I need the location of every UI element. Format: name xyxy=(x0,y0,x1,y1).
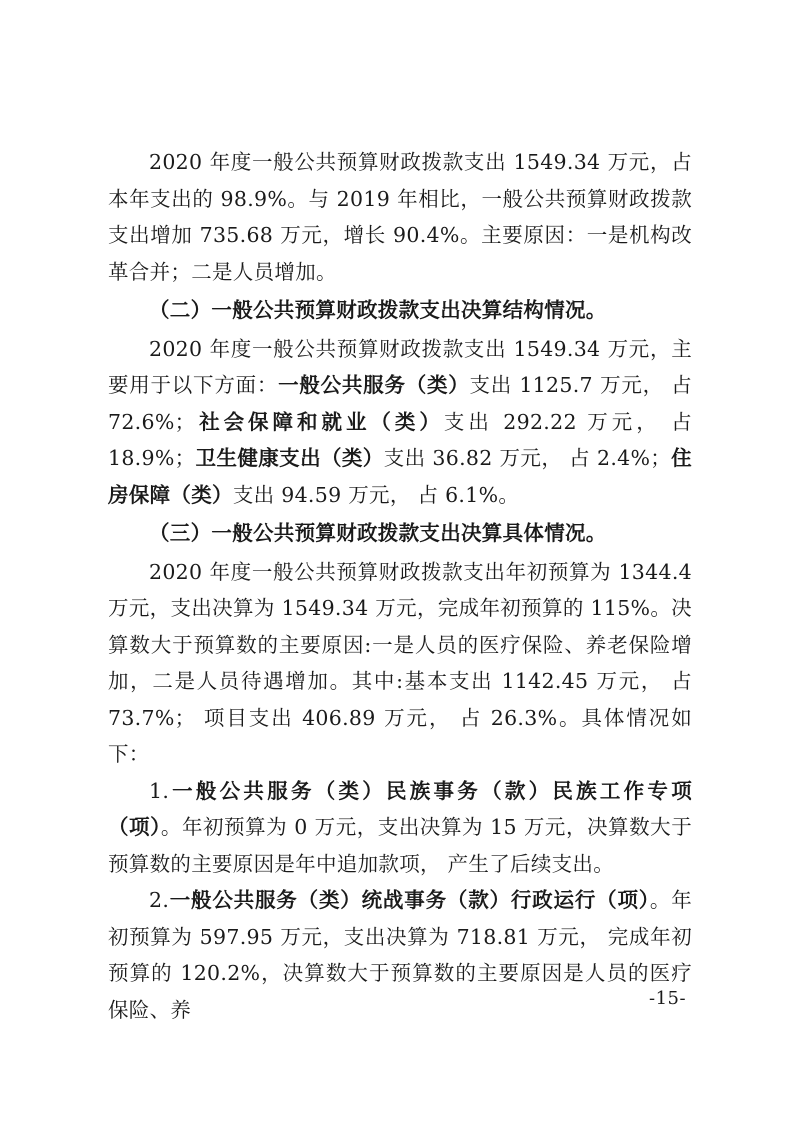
detail-item-2-body: 。年初预算为 597.95 万元，支出决算为 718.81 万元， 完成年初预算的 120.2%，决算数大于预算数的主要原因是人员的医疗保险、养 xyxy=(108,888,692,1022)
section-heading-details: （三）一般公共预算财政拨款支出决算具体情况。 xyxy=(149,521,607,545)
category-housing-value: 支出 94.59 万元， 占 6.1%。 xyxy=(232,482,520,507)
section-heading-structure: （二）一般公共预算财政拨款支出决算结构情况。 xyxy=(149,298,607,322)
category-social-security-value: 支出 292.22 万元， 占 18.9%； xyxy=(108,409,693,470)
detail-item-1-title: 一般公共服务（类）民族事务（款）民族工作专项（项） xyxy=(108,778,692,839)
category-health-value: 支出 36.82 万元， 占 2.4%； xyxy=(383,446,672,470)
paragraph-total-expenditure: 2020 年度一般公共预算财政拨款支出 1549.34 万元，占本年支出的 98.9%。与 2019 年相比，一般公共预算财政拨款支出增加 735.68 万元，增长 90.4%。主要原因：一是机构改革合并；二是人员增加。 xyxy=(108,150,692,284)
document-body xyxy=(108,144,692,1028)
category-general-public-services: 一般公共服务（类） xyxy=(278,373,470,397)
category-general-public-services-value: 支出 1125.7 万元， 占 72.6%； xyxy=(108,373,693,434)
detail-item-1-number: 1. xyxy=(149,778,170,803)
detail-item-1-body: 。年初预算为 0 万元，支出决算为 15 万元，决算数大于预算数的主要原因是年中追加款项， 产生了后续支出。 xyxy=(108,815,692,876)
detail-item-2-number: 2. xyxy=(149,888,170,912)
detail-item-2-title: 一般公共服务（类）统战事务（款）行政运行（项） xyxy=(169,888,650,912)
category-social-security: 社会保障和就业（类） xyxy=(195,409,444,434)
paragraph-details: 2020 年度一般公共预算财政拨款支出年初预算为 1344.4 万元，支出决算为 1549.34 万元，完成年初预算的 115%。决算数大于预算数的主要原因:一是人员的医疗保险、养老保险增加，二是人员待遇增加。其中:基本支出 1142.45 万元， 占 73.7%； 项目支出 406.89 万元， 占 26.3%。具体情况如下： xyxy=(108,559,692,766)
category-housing: 住房保障（类） xyxy=(108,446,692,507)
paragraph-structure xyxy=(108,331,692,514)
detail-item-2 xyxy=(108,882,692,1028)
page-number: -15- xyxy=(649,988,687,1009)
structure-intro: 2020 年度一般公共预算财政拨款支出 1549.34 万元，主要用于以下方面： xyxy=(108,336,692,397)
detail-item-1 xyxy=(108,773,692,883)
category-health: 卫生健康支出（类） xyxy=(195,446,384,470)
